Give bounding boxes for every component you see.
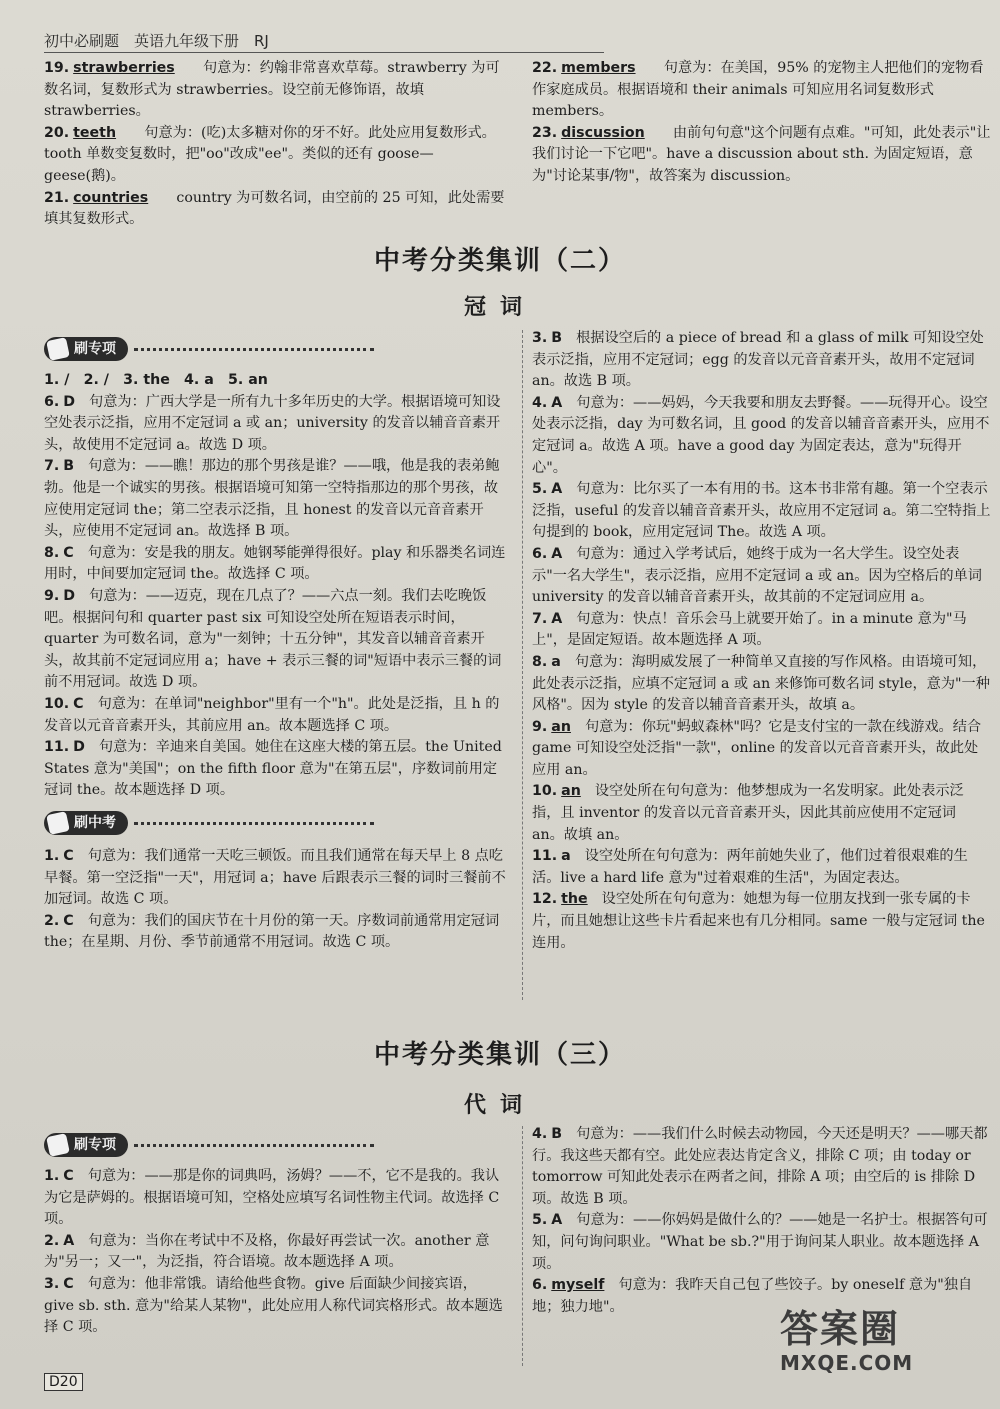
- item-explanation: 设空处所在句句意为：她想为每一位朋友找到一张专属的卡片，而且她想让这些卡片看起来也有几分相同。same 一般与定冠词 the 连用。: [532, 891, 985, 951]
- item-number: 6.: [532, 1277, 548, 1294]
- answer-item: [532, 328, 992, 393]
- answer-item: [532, 123, 992, 188]
- item-number: 9.: [44, 587, 60, 604]
- item-answer: discussion: [561, 124, 645, 141]
- item-explanation: 句意为：我昨天自己包了些饺子。by oneself 意为"独自地；独力地"。: [532, 1277, 973, 1315]
- item-explanation: 由前句句意"这个问题有点难。"可知，此处表示"让我们讨论一下它吧"。have a discussion about sth. 为固定短语，意为"讨论某事/物"，故答案为 discussion。: [532, 124, 991, 184]
- answer-item: [44, 456, 506, 542]
- tag-practice-exam: [44, 810, 374, 836]
- section2-subtitle: 冠词: [463, 294, 536, 320]
- tag-practice-special: [44, 336, 374, 362]
- item-explanation: 句意为：——你妈妈是做什么的？——她是一名护士。根据答句可知，问句询问职业。"What be sb.?"用于询问某人职业。故本题选择 A 项。: [532, 1212, 988, 1272]
- item-answer: A: [551, 610, 563, 627]
- item-answer: countries: [73, 189, 149, 206]
- book-icon: [46, 1133, 70, 1157]
- item-number: 7.: [44, 458, 60, 475]
- answer-item: [532, 479, 992, 544]
- item-number: 6.: [532, 545, 548, 562]
- item-number: 6.: [44, 393, 60, 410]
- item-number: 12.: [532, 891, 558, 908]
- answer-item: [44, 58, 506, 123]
- item-answer: C: [63, 1275, 74, 1292]
- answer-item: [44, 694, 506, 737]
- item-explanation: 句意为：通过入学考试后，她终于成为一名大学生。设空处表示"一名大学生"，表示泛指，应用不定冠词 a 或 an。因为空格后的单词 university 的发音以辅音音素开头，故其前的不定冠词应用 a。: [532, 545, 982, 606]
- answer-item: [44, 1166, 506, 1231]
- section3-left: [44, 1166, 506, 1339]
- item-answer: D: [73, 739, 85, 756]
- answer-item: [44, 846, 506, 911]
- item-number: 23.: [532, 124, 558, 141]
- item-answer: C: [63, 912, 74, 929]
- answer-item: [44, 188, 506, 231]
- item-number: 9.: [532, 718, 548, 735]
- item-answer: D: [63, 393, 76, 410]
- answer-item: [532, 889, 992, 954]
- item-answer: C: [63, 1168, 74, 1184]
- item-number: 4.: [532, 394, 548, 411]
- answer-item: [44, 543, 506, 586]
- item-number: 1.: [44, 1168, 60, 1184]
- answer-item: [532, 393, 992, 479]
- watermark-logo: [780, 1307, 970, 1403]
- item-number: 3.: [44, 1275, 60, 1292]
- item-explanation: 句意为：他非常饿。请给他些食物。give 后面缺少间接宾语，give sb. sth. 意为"给某人某物"，此处应用人称代词宾格形式。故本题选择 C 项。: [44, 1275, 503, 1336]
- item-explanation: 句意为：——瞧！那边的那个男孩是谁？——哦，他是我的表弟鲍勃。他是一个诚实的男孩。根据语境可知第一空特指那边的那个男孩，故应使用定冠词 the；第二空表示泛指，且 honest 的发音以元音音素开头，应使用不定冠词 an。故选择 B 项。: [44, 458, 500, 540]
- item-answer: myself: [551, 1277, 605, 1294]
- item-number: 20.: [44, 124, 70, 141]
- item-number: 4.: [532, 1126, 548, 1142]
- answer-item: [44, 392, 506, 457]
- answer-item: [532, 544, 992, 609]
- answer-item: [44, 123, 506, 188]
- dotted-divider: [134, 348, 374, 351]
- item-explanation: 句意为：当你在考试中不及格，你最好再尝试一次。another 意为"另一；又一"，为泛指，符合语境。故本题选择 A 项。: [44, 1232, 490, 1271]
- book-icon: [46, 811, 70, 835]
- item-answer: B: [551, 330, 563, 346]
- answer-item: [44, 737, 506, 802]
- item-explanation: country 为可数名词，由空前的 25 可知，此处需要填其复数形式。: [44, 189, 505, 228]
- answer-item: [532, 1210, 992, 1275]
- item-explanation: 句意为：比尔买了一本有用的书。这本书非常有趣。第一个空表示泛指，useful 的发音以辅音音素开头，故应用不定冠词 a。第二空特指上句提到的 book，应用定冠词 The。故选 A 项。: [532, 481, 991, 541]
- answer-item: [532, 1124, 992, 1210]
- item-number: 5.: [532, 1212, 548, 1229]
- item-explanation: 设空处所在句句意为：他梦想成为一名发明家。此处表示泛指，且 inventor 的发音以元音音素开头，因此其前应使用不定冠词 an。故填 an。: [532, 783, 964, 843]
- answer-item: [44, 911, 506, 954]
- column-divider: [522, 330, 523, 1000]
- section2-right: [532, 328, 992, 954]
- answer-item: [44, 1231, 506, 1274]
- item-explanation: 句意为：海明威发展了一种简单又直接的写作风格。由语境可知，此处表示泛指，应填不定冠词 a 或 an 来修饰可数名词 style，意为"一种风格"。因为 style 的发音以辅音音素开头，故填 a。: [532, 653, 990, 714]
- item-answer: C: [73, 695, 84, 712]
- page-number: D20: [44, 1373, 83, 1391]
- tag-label: 刷专项: [74, 1137, 116, 1153]
- answer-item: [532, 717, 992, 782]
- item-number: 3.: [532, 330, 548, 346]
- watermark-url: MXQE.COM: [780, 1351, 914, 1375]
- top-left-column: [44, 58, 506, 231]
- item-answer: an: [551, 718, 571, 735]
- top-right-column: [532, 58, 992, 188]
- item-explanation: 根据设空后的 a piece of bread 和 a glass of milk 可知设空处表示泛指，应用不定冠词；egg 的发音以元音音素开头，故用不定冠词 an。故选 B 项。: [532, 330, 984, 390]
- item-number: 11.: [44, 739, 70, 756]
- answer-item: [532, 652, 992, 717]
- book-icon: [46, 337, 70, 361]
- item-explanation: 句意为：快点！音乐会马上就要开始了。in a minute 意为"马上"，是固定短语。故本题选择 A 项。: [532, 610, 967, 649]
- item-explanation: 句意为：广西大学是一所有九十多年历史的大学。根据语境可知设空处表示泛指，应用不定冠词 a 或 an；university 的发音以辅音音素开头，故使用不定冠词 a。故选 D 项。: [44, 393, 501, 453]
- item-answer: an: [561, 783, 581, 800]
- section2-title: 中考分类集训（二）: [373, 246, 626, 276]
- section3-subtitle: 代词: [463, 1092, 536, 1118]
- item-explanation: 句意为：——我们什么时候去动物园，今天还是明天？——哪天都行。我这些天都有空。此处应表达肯定含义，排除 C 项；由 today or tomorrow 可知此处表示在两者之间，排除 A 项；由空后的 is 排除 D 项。故选 B 项。: [532, 1126, 988, 1207]
- answer-item: [532, 58, 992, 123]
- item-answer: 1. / 2. / 3. the 4. a 5. an: [44, 372, 268, 388]
- item-answer: A: [551, 394, 563, 411]
- item-answer: C: [63, 544, 74, 561]
- item-number: 7.: [532, 610, 548, 627]
- item-answer: A: [63, 1232, 75, 1249]
- item-number: 8.: [44, 544, 60, 561]
- tag-label: 刷中考: [74, 815, 116, 831]
- item-number: 11.: [532, 848, 558, 865]
- item-answer: a: [551, 653, 561, 670]
- answer-item: [532, 781, 992, 846]
- answer-item: [44, 1274, 506, 1339]
- item-explanation: 句意为：我们通常一天吃三顿饭。而且我们通常在每天早上 8 点吃早餐。第一空泛指"一天"，用冠词 a；have 后跟表示三餐的词时三餐前不加冠词。故选 C 项。: [44, 848, 506, 908]
- item-answer: B: [63, 458, 75, 475]
- answer-item: [44, 586, 506, 694]
- item-answer: a: [561, 848, 571, 865]
- item-number: 21.: [44, 189, 70, 206]
- watermark-text: 答案圈: [780, 1307, 901, 1351]
- item-number: 10.: [44, 695, 70, 712]
- item-explanation: 句意为：你玩"蚂蚁森林"吗？它是支付宝的一款在线游戏。结合 game 可知设空处泛指"一款"，online 的发音以元音音素开头，故此处应用 an。: [532, 718, 982, 778]
- dotted-divider: [134, 1144, 374, 1147]
- section2-left-a: [44, 370, 506, 802]
- section2-left-b: [44, 846, 506, 954]
- item-number: 8.: [532, 653, 548, 670]
- item-explanation: 句意为：在美国，95% 的宠物主人把他们的宠物看作家庭成员。根据语境和 their animals 可知应用名词复数形式 members。: [532, 60, 984, 120]
- tag-practice-special-2: [44, 1132, 374, 1158]
- item-explanation: 设空处所在句句意为：两年前她失业了，他们过着很艰难的生活。live a hard life 意为"过着艰难的生活"，为固定表达。: [532, 848, 968, 886]
- answer-item: [532, 609, 992, 652]
- item-number: 10.: [532, 783, 558, 800]
- item-answer: strawberries: [73, 60, 175, 76]
- item-number: 22.: [532, 60, 558, 76]
- tag-label: 刷专项: [74, 341, 116, 357]
- column-divider: [522, 1126, 523, 1366]
- section3-right: [532, 1124, 992, 1318]
- item-number: 2.: [44, 912, 60, 929]
- item-explanation: 句意为：(吃)太多糖对你的牙不好。此处应用复数形式。tooth 单数变复数时，把"oo"改成"ee"。类似的还有 goose—geese(鹅)。: [44, 124, 496, 184]
- item-explanation: 句意为：——妈妈，今天我要和朋友去野餐。——玩得开心。设空处表示泛指，day 为可数名词，且 good 的发音以辅音音素开头，应用不定冠词 a。故选 A 项。have a good day 为固定表达，意为"玩得开心"。: [532, 394, 990, 476]
- item-number: 5.: [532, 481, 548, 498]
- item-explanation: 句意为：辛迪来自美国。她住在这座大楼的第五层。the United States 意为"美国"；on the fifth floor 意为"在第五层"，序数词前用定冠词 the。故本题选择 D 项。: [44, 739, 502, 799]
- item-answer: D: [63, 587, 76, 604]
- item-answer: members: [561, 60, 636, 76]
- item-number: 1.: [44, 848, 60, 864]
- item-answer: the: [561, 891, 588, 908]
- answer-item: [532, 846, 992, 889]
- item-explanation: 句意为：——迈克，现在几点了？——六点一刻。我们去吃晚饭吧。根据问句和 quarter past six 可知设空处所在短语表示时间，quarter 为可数名词，意为"一刻钟；十五分钟"，其发音以辅音音素开头，故其前不定冠词应用 a；have + 表示三餐的词"短语中表示三餐的词前不用冠词。故选 D 项。: [44, 587, 502, 691]
- section3-title: 中考分类集训（三）: [373, 1040, 626, 1070]
- item-answer: A: [551, 1212, 563, 1229]
- item-explanation: 句意为：约翰非常喜欢草莓。strawberry 为可数名词，复数形式为 strawberries。设空前无修饰语，故填 strawberries。: [44, 60, 500, 120]
- item-explanation: 句意为：我们的国庆节在十月份的第一天。序数词前通常用定冠词 the；在星期、月份、季节前通常不用冠词。故选 C 项。: [44, 912, 500, 951]
- item-explanation: 句意为：——那是你的词典吗，汤姆？——不，它不是我的。我认为它是萨姆的。根据语境可知，空格处应填写名词性物主代词。故选择 C 项。: [44, 1168, 500, 1228]
- item-answer: A: [551, 545, 563, 562]
- item-answer: teeth: [73, 124, 117, 141]
- item-number: 19.: [44, 60, 70, 76]
- item-explanation: 句意为：安是我的朋友。她钢琴能弹得很好。play 和乐器类名词连用时，中间要加定冠词 the。故选择 C 项。: [44, 544, 506, 583]
- item-explanation: 句意为：在单词"neighbor"里有一个"h"。此处是泛指，且 h 的发音以元音音素开头，其前应用 an。故本题选择 C 项。: [44, 695, 500, 734]
- item-answer: B: [551, 1126, 563, 1142]
- answer-item: [44, 370, 506, 392]
- item-answer: A: [551, 481, 563, 498]
- item-answer: C: [63, 848, 74, 864]
- dotted-divider: [134, 822, 374, 825]
- running-header: 初中必刷题 英语九年级下册 RJ: [44, 30, 604, 53]
- item-number: 2.: [44, 1232, 60, 1249]
